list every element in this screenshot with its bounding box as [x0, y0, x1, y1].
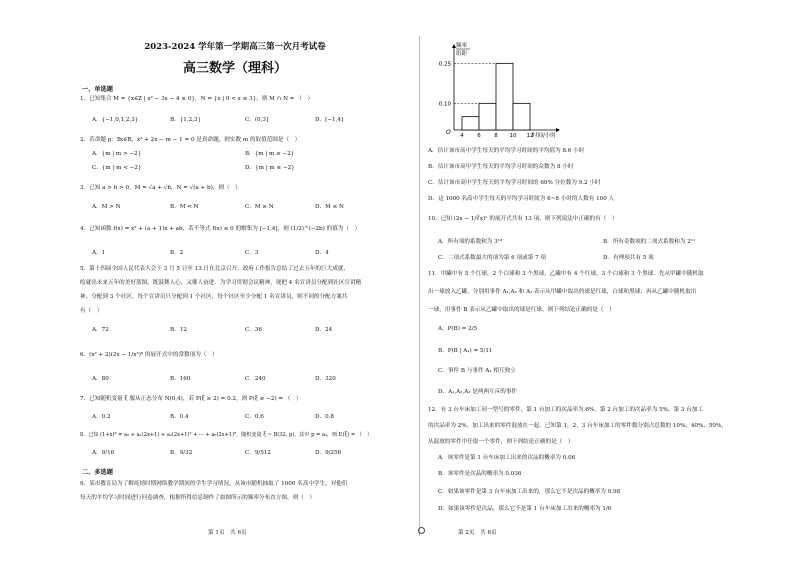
q10-stem: 10．已知 (2x − 1/∛x)ⁿ 的展开式共有 13 项，则下列说法中正确的有（ ） [428, 216, 618, 222]
q1-option-c: C．(0,3] [245, 117, 269, 123]
binding-hole-icon [418, 527, 425, 534]
q9-option-a: A．估计该市高中学生每天的平均学习时间的平均值为 8.6 小时 [428, 148, 585, 154]
q5-line-4: 有（ ） [80, 308, 103, 314]
y-axis-label-bottom: 组距 [456, 51, 468, 57]
section-single-choice: 一、单选题 [82, 86, 113, 93]
q8-stem: 8．已知 (1+x)⁸ = a₀ + a₁(2x+1) + a₂(2x+1)² + ··· + a₈(2x+1)⁸，随机变量 ξ ~ B(32, p)，其中 p = a₄，则 E(ξ) = （ ） [80, 432, 373, 438]
q2-option-c: C．{m | m < −2} [92, 165, 142, 171]
q11-option-c: C．事件 B 与事件 A₁ 相互独立 [438, 368, 516, 374]
q2-option-d: D．{m | m ≤ −2} [245, 165, 295, 171]
q4-option-c: C．3 [245, 250, 259, 256]
frequency-histogram [428, 38, 568, 142]
q9-line-1: 9．某市教育局为了解疫情时期网络教学期间的学生学习情况，从该市随机抽取了 1000 名高中学生，对他们 [80, 481, 348, 487]
y-tick-label: 0.10 [438, 101, 451, 108]
q3-stem: 3．已知 a > b > 0，M = √a + √b，N = √(a + b)，则（ ） [80, 185, 241, 191]
q6-option-a: A．80 [92, 376, 109, 382]
q4-stem: 4．已知函数 f(x) = x² + (a + 1)x + ab，若不等式 f(x) ≤ 0 的解集为 [−1,4]，则 (1/2)^(−2b) 的值为（ ） [80, 226, 361, 232]
q12-option-a: A．该零件是第 1 台车床加工出来的次品的概率为 0.06 [438, 455, 576, 461]
q6-option-d: D．320 [315, 376, 336, 382]
q10-option-a: A．所有项的系数和为 3¹² [438, 239, 503, 245]
q5-option-b: B．12 [170, 327, 187, 333]
x-axis-label: 时间/小时 [532, 133, 556, 139]
q5-line-3: 神，分配到 3 个社区，每个宣讲员只分配到 1 个社区，每个社区至少分配 1 名宣讲员，则不同的分配方案共 [80, 294, 348, 300]
x-tick-label: 10 [509, 133, 517, 139]
q6-stem: 6．(x² + 2)(2x − 1/x²)⁶ 的展开式中的常数项为（ ） [80, 352, 218, 358]
q8-option-d: D．9/256 [315, 450, 342, 456]
q7-option-b: B．0.4 [170, 414, 189, 420]
q6-option-c: C．240 [245, 376, 266, 382]
histogram-bar [479, 103, 496, 130]
q12-line-3: 从混放的零件中任取一个零件，则下列结论正确的是（ ） [428, 439, 574, 445]
histogram-bar [513, 103, 530, 130]
q11-line-3: 一球，用事件 B 表示从乙罐中取出的球是红球，则下列结论正确的是（ ） [428, 307, 615, 313]
q8-option-b: B．9/32 [170, 450, 193, 456]
q3-option-d: D．M ≤ N [315, 204, 344, 210]
q3-option-a: A．M > N [92, 204, 121, 210]
q10-option-c: C．二项式系数最大的项为第 6 项或第 7 项 [438, 255, 547, 261]
q7-stem: 7．已知随机变量 ξ 服从正态分布 N(0,4)，若 P(ξ ≥ 2) = 0.2，则 P(ξ ≥ −2) = （ ） [80, 396, 302, 402]
q12-line-2: 的次品率为 2%，加工出来的零件混放在一起．已知第 1，2，3 台车床加工的零件数分别占总数的 10%，40%，50%， [428, 423, 727, 429]
q8-option-a: A．9/16 [92, 450, 115, 456]
exam-title: 2023-2024 学年第一学期高三第一次月考试卷 [144, 42, 326, 52]
q9-line-2: 每天的平均学习时间进行问卷调查，根据所得信息制作了如图所示的频率分布直方图，则（ ） [80, 495, 315, 501]
section-multiple-choice: 二、多选题 [82, 469, 113, 476]
histogram-bar [496, 63, 513, 130]
q11-option-b: B．P(B | A₁) = 5/11 [438, 348, 493, 354]
subject-title: 高三数学（理科） [182, 61, 287, 76]
q4-option-a: A．1 [92, 250, 106, 256]
q12-line-1: 12．有 3 台车床加工同一型号的零件，第 1 台加工的次品率为 6%，第 2 台加工的次品率为 5%，第 3 台加工 [428, 407, 704, 413]
q11-option-a: A．P(B) = 2/5 [438, 326, 478, 332]
q5-option-d: D．24 [315, 327, 333, 333]
q10-option-d: D．有理项共有 5 项 [603, 255, 654, 261]
q5-option-a: A．72 [92, 327, 109, 333]
q3-option-b: B．M < N [170, 204, 199, 210]
histogram-bar [462, 117, 479, 130]
right-page-footer: 第 2页 共 6页 [458, 530, 497, 536]
q9-option-d: D．这 1000 名高中学生每天的平均学习时间为 6~8 小时的人数有 100 人 [428, 196, 615, 202]
q8-option-c: C．9/512 [245, 450, 271, 456]
q11-line-1: 11．甲罐中有 5 个红球，2 个白球和 3 个黑球，乙罐中有 4 个红球，3 个白球和 3 个黑球．先从甲罐中随机取 [428, 271, 704, 277]
q4-option-b: B．2 [170, 250, 184, 256]
column-divider [419, 36, 420, 536]
q2-option-a: A．{m | m > −2} [92, 151, 142, 157]
q12-option-c: C．如果该零件是第 3 台车床加工出来的，那么它不是次品的概率为 0.98 [438, 489, 621, 495]
q1-option-d: D．[−1,4] [315, 117, 344, 123]
q1-option-a: A．{−1,0,1,2,3} [92, 117, 139, 123]
origin-label: O [446, 129, 451, 136]
q9-option-c: C．估计该市高中学生每天的平均学习时间的 60% 分位数为 9.2 小时 [428, 180, 601, 186]
q5-line-1: 5．第十四届全国人民代表大会于 3 月 5 日至 13 日在北京召开，政府工作报告总结了过去五年的巨大成就， [80, 266, 349, 272]
x-tick-label: 12 [526, 133, 534, 139]
left-page-footer: 第 1页 共 6页 [208, 530, 247, 536]
q6-option-b: B．160 [170, 376, 191, 382]
q5-line-2: 绘就出未来五年的美好蓝图，既鼓舞人心，又催人奋进．为学习贯彻会议精神，现把 4 名宣讲员分配到社区宣讲精 [80, 280, 362, 286]
y-tick-label: 0.25 [438, 61, 451, 68]
q11-option-d: D．A₁,A₂,A₃ 是两两互斥的事件 [438, 389, 518, 395]
q4-option-d: D．4 [315, 250, 329, 256]
q7-option-a: A．0.2 [92, 414, 111, 420]
q3-option-c: C．M ≥ N [245, 204, 274, 210]
x-tick-label: 6 [477, 133, 481, 139]
q9-option-b: B．估计该市高中学生每天的平均学习时间的众数为 8 小时 [428, 164, 574, 170]
x-tick-label: 4 [460, 133, 464, 139]
q2-stem: 2．若命题 p：∃x∈R，x² + 2x − m − 1 = 0 是真命题，则实数 m 的取值范围是（ ） [80, 137, 301, 143]
q10-option-b: B．所有奇数项的二项式系数和为 2¹¹ [603, 239, 696, 245]
y-axis-label-top: 频率 [456, 43, 468, 49]
q1-option-b: B．{1,2,3} [170, 117, 202, 123]
x-axis-arrow [556, 128, 560, 132]
q7-option-c: C．0.6 [245, 414, 264, 420]
q12-option-d: D．如果该零件是次品，那么它不是第 1 台车床加工出来的概率为 1/6 [438, 506, 612, 512]
q12-option-b: B．该零件是次品的概率为 0.036 [438, 471, 522, 477]
q5-option-c: C．36 [245, 327, 262, 333]
x-tick-label: 8 [494, 133, 498, 139]
q7-option-d: D．0.8 [315, 414, 334, 420]
q1-stem: 1．已知集合 M = {x∈Z | x² − 3x − 4 ≤ 0}，N = {x | 0 < x ≤ 3}，则 M ∩ N = （ ） [80, 96, 314, 102]
q11-line-2: 出一球放入乙罐，分别用事件 A₁,A₂ 和 A₃ 表示从甲罐中取出的球是红球，白球和黑球；再从乙罐中随机取出 [428, 289, 697, 295]
q2-option-b: B．{m | m ≥ −2} [245, 151, 295, 157]
